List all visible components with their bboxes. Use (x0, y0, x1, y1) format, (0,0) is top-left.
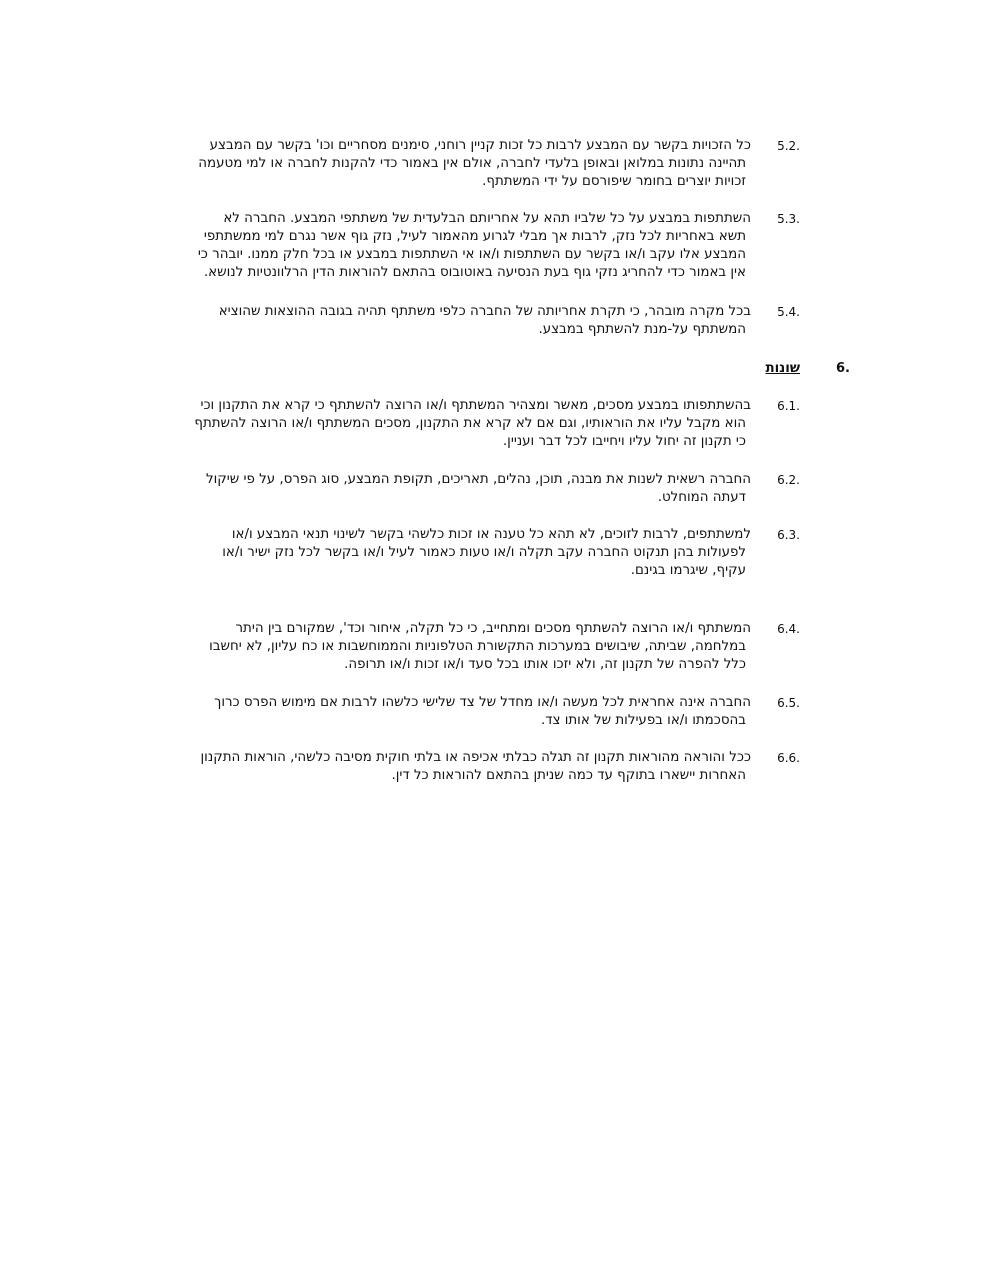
clause-text (140, 397, 751, 451)
clause-number: 5.3. (777, 212, 800, 226)
clause-line: עקיף, שיגרמו בגינם. (630, 563, 746, 578)
clause-line: זכויות יוצרים בחומר שיפורסם על ידי המשתתף. (482, 174, 746, 189)
clause-6-5 (140, 694, 800, 730)
clause-line: כי תקנון זה יחול עליו ויחייבו לכל דבר ועניין. (502, 434, 746, 449)
clause-text (140, 210, 751, 282)
clause-number: 5.4. (777, 305, 800, 319)
clause-number: 6.5. (777, 696, 800, 710)
clause-line: הוא מקבל עליו את הוראותיו, וגם אם לא קרא את התקנון, מסכים המשתתף ו/או הרוצה להשתתף (194, 416, 746, 431)
clause-line: כלל להפרה של תקנון זה, ולא יזכו אותו בכל סעד ו/או זכות ו/או תרופה. (344, 657, 746, 672)
section-title: שונות (765, 361, 800, 376)
clause-line: החברה רשאית לשנות את מבנה, תוכן, נהלים, תאריכים, תקופת המבצע, סוג הפרס, על פי שיקול (206, 472, 751, 487)
clause-line: המבצע אלו עקב ו/או בקשר עם השתתפות ו/או אי השתתפות במבצע או בכל חלק ממנו. יובהר כי (197, 247, 746, 262)
clause-line: תהיינה נתונות במלואן ובאופן בלעדי לחברה, אולם אין באמור כדי להקנות לחברה או למי מטעמה (198, 156, 746, 171)
clause-line: האחרות יישארו בתוקף עד כמה שניתן בהתאם להוראות כל דין. (391, 768, 746, 783)
clause-line: אין באמור כדי להחריג נזקי גוף בעת הנסיעה באוטובוס בהתאם להוראות הדין הרלוונטיות לנושא. (203, 265, 746, 280)
clause-5-2 (140, 137, 800, 191)
clause-line: תשא באחריות לכל נזק, לרבות אך מבלי לגרוע מהאמור לעיל, נזק גוף אשר נגרם למי ממשתתפי (203, 229, 746, 244)
clause-number: 6.1. (777, 399, 800, 413)
clause-line: דעתה המוחלט. (657, 490, 746, 505)
clause-6-6 (140, 749, 800, 785)
clause-6-3 (140, 526, 800, 580)
section-heading (700, 360, 850, 380)
clause-text (140, 137, 751, 191)
clause-line: בהשתתפותו במבצע מסכים, מאשר ומצהיר המשתתף ו/או הרוצה להשתתף כי קרא את התקנון וכי (200, 398, 751, 413)
clause-number: 6.2. (777, 473, 800, 487)
clause-line: למשתתפים, לרבות לזוכים, לא תהא כל טענה או זכות כלשהי בקשר לשינוי תנאי המבצע ו/או (231, 527, 751, 542)
clause-line: לפעולות בהן תנקוט החברה עקב תקלה ו/או טעות כאמור לעיל ו/או בקשר לכל נזק ישיר ו/או (222, 545, 746, 560)
section-number: 6. (836, 361, 850, 376)
clause-6-2 (140, 471, 800, 507)
clause-text (140, 749, 751, 785)
clause-5-3 (140, 210, 800, 282)
clause-line: בכל מקרה מובהר, כי תקרת אחריותה של החברה כלפי משתתף תהיה בגובה ההוצאות שהוציא (218, 304, 751, 319)
clause-text (140, 694, 751, 730)
clause-text (140, 471, 751, 507)
clause-line: המשתתף על-מנת להשתתף במבצע. (538, 322, 746, 337)
clause-number: 5.2. (777, 139, 800, 153)
clause-line: במלחמה, שביתה, שיבושים במערכות התקשורת הטלפוניות והממוחשבות או כח עליון, לא יחשבו (209, 639, 746, 654)
clause-line: בהסכמתו ו/או בפעילות של אותו צד. (540, 713, 746, 728)
clause-text (140, 303, 751, 339)
clause-text (140, 620, 751, 674)
clause-line: השתתפות במבצע על כל שלביו תהא על אחריותם הבלעדית של משתתפי המבצע. החברה לא (223, 211, 751, 226)
clause-number: 6.6. (777, 751, 800, 765)
clause-text (140, 526, 751, 580)
clause-number: 6.4. (777, 622, 800, 636)
clause-line: החברה אינה אחראית לכל מעשה ו/או מחדל של צד שלישי כלשהו לרבות אם מימוש הפרס כרוך (214, 695, 751, 710)
clause-number: 6.3. (777, 528, 800, 542)
clause-line: כל הזכויות בקשר עם המבצע לרבות כל זכות קניין רוחני, סימנים מסחריים וכו' בקשר עם המבצע (209, 138, 751, 153)
clause-6-1 (140, 397, 800, 451)
clause-line: ככל והוראה מהוראות תקנון זה תגלה כבלתי אכיפה או בלתי חוקית מסיבה כלשהי, הוראות התקנון (200, 750, 751, 765)
clause-6-4 (140, 620, 800, 674)
clause-line: המשתתף ו/או הרוצה להשתתף מסכים ומתחייב, כי כל תקלה, איחור וכד', שמקורם בין היתר (235, 621, 751, 636)
clause-5-4 (140, 303, 800, 339)
